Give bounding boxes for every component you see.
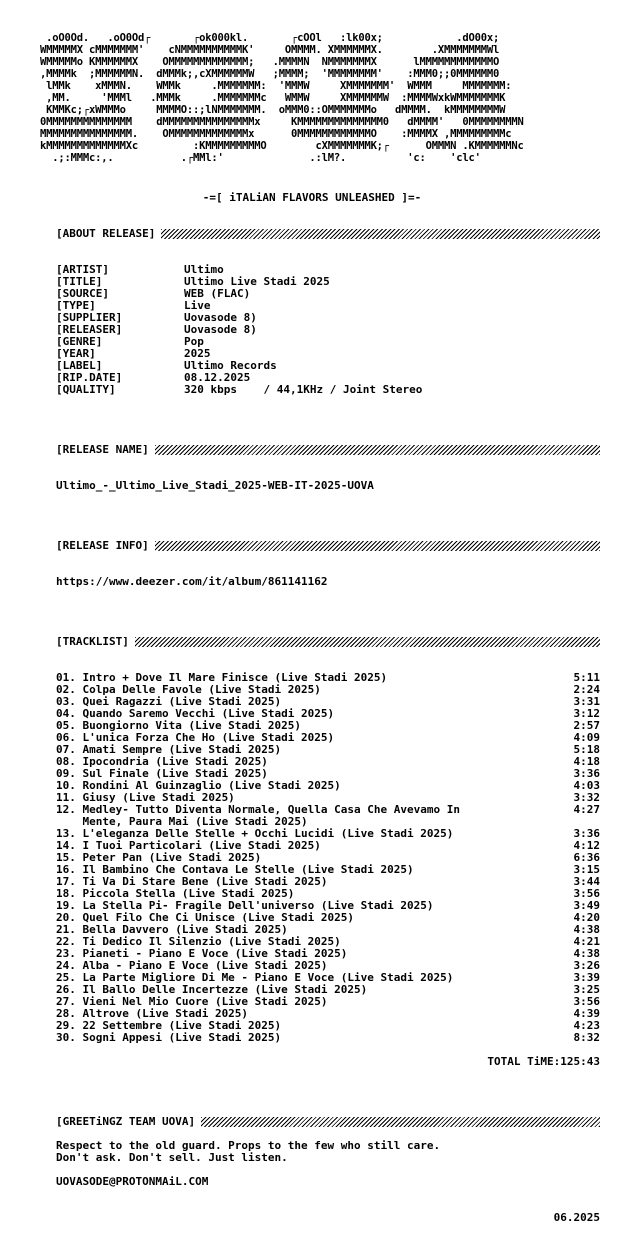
track-title: 18. Piccola Stella (Live Stadi 2025) bbox=[56, 887, 295, 900]
track-title: 11. Giusy (Live Stadi 2025) bbox=[56, 791, 235, 804]
about-row bbox=[56, 288, 422, 300]
track-duration: 4:38 bbox=[573, 923, 600, 936]
track-title: 09. Sul Finale (Live Stadi 2025) bbox=[56, 767, 268, 780]
about-key: [SUPPLIER] bbox=[56, 311, 123, 324]
about-value: Live bbox=[184, 299, 211, 312]
track-duration: 4:18 bbox=[573, 755, 600, 768]
track-title: 20. Quel Filo Che Ci Unisce (Live Stadi 2025) bbox=[56, 911, 355, 924]
track-duration: 4:09 bbox=[573, 731, 600, 744]
about-value: Ultimo bbox=[184, 263, 224, 276]
about-key: [RELEASER] bbox=[56, 323, 123, 336]
about-value: WEB (FLAC) bbox=[184, 287, 251, 300]
release-name: Ultimo_-_Ultimo_Live_Stadi_2025-WEB-IT-2025-UOVA bbox=[56, 479, 374, 492]
contact-email[interactable]: UOVASODE@PROTONMAiL.COM bbox=[56, 1175, 209, 1188]
track-duration: 3:39 bbox=[573, 971, 600, 984]
section-header-tracklist bbox=[56, 636, 600, 648]
track-title: 25. La Parte Migliore Di Me - Piano E Voce (Live Stadi 2025) bbox=[56, 971, 454, 984]
about-key: [ARTIST] bbox=[56, 263, 109, 276]
track-duration: 4:03 bbox=[573, 779, 600, 792]
track-duration: 4:20 bbox=[573, 911, 600, 924]
about-key: [GENRE] bbox=[56, 335, 103, 348]
about-key: [SOURCE] bbox=[56, 287, 109, 300]
hatch-divider bbox=[201, 1117, 600, 1127]
track-title: 12. Medley- Tutto Diventa Normale, Quella Casa Che Avevamo In Mente, Paura Mai (Live Stadi 2025) bbox=[56, 803, 460, 828]
track-title: 05. Buongiorno Vita (Live Stadi 2025) bbox=[56, 719, 302, 732]
track-duration: 4:12 bbox=[573, 839, 600, 852]
section-label: [RELEASE NAME] bbox=[56, 443, 149, 456]
section-header-about bbox=[56, 228, 600, 240]
track-title: 14. I Tuoi Particolari (Live Stadi 2025) bbox=[56, 839, 321, 852]
track-title: 10. Rondini Al Guinzaglio (Live Stadi 2025) bbox=[56, 779, 341, 792]
track-title: 23. Pianeti - Piano E Voce (Live Stadi 2025) bbox=[56, 947, 348, 960]
ascii-logo: .oO0Od. .oO0Od┌ ┌ok000kl. ┌cOOl :lk00x; .dO00x; WMMMMMX cMMMMMMM' cNMMMMMMMMMMK' OMMMM. XMMMMMMX. .XMMMMMMMWl WMMMMMo KMMMMMMX OMMMMMMMMMMMMM; .MMMMN NMMMMMMMX lMMMMMMMMMMMMO ,MMMMk ;MMMMMMN. dMMMk;,cXMMMMMMW ;MMMM; 'MMMMMMMM' :MMM0;;0MMMMMM0 lMMk xMMMN. WMMk .MMMMMMM: 'MMMW XMMMMMMM' WMMM MMMMMMM: ,MM. 'MMMl .MMMk .MMMMMMMc WMMW XMMMMMMW :MMMMWxkWMMMMMMMK KMMKc;┌xWMMMo MMMMO::;lNMMMMMMM. oMMM0::OMMMMMMMo dMMMM. kMMMMMMMMW 0MMMMMMMMMMMMMM dMMMMMMMMMMMMMMMx KMMMMMMMMMMMMMM0 dMMMM' 0MMMMMMMMN MMMMMMMMMMMMMMM. OMMMMMMMMMMMMMx 0MMMMMMMMMMMMO :MMMMX ,MMMMMMMMMc kMMMMMMMMMMMMMXc :KMMMMMMMMMO cXMMMMMMMK;┌ OMMMN .KMMMMMMNc .;:MMMc:,. .┌MMl:' .:lM?. 'c: 'clc' bbox=[40, 32, 524, 164]
track-duration: 5:18 bbox=[573, 743, 600, 756]
section-label: [ABOUT RELEASE] bbox=[56, 227, 156, 240]
hatch-divider bbox=[155, 445, 600, 455]
section-header-release-name bbox=[56, 444, 600, 456]
track-title: 16. Il Bambino Che Contava Le Stelle (Live Stadi 2025) bbox=[56, 863, 414, 876]
total-time: TOTAL TiME:125:43 bbox=[487, 1055, 600, 1068]
track-duration: 3:32 bbox=[573, 791, 600, 804]
about-value: Ultimo Records bbox=[184, 359, 277, 372]
about-row bbox=[56, 336, 422, 348]
section-header-greetings bbox=[56, 1116, 600, 1128]
track-duration: 4:38 bbox=[573, 947, 600, 960]
section-label: [RELEASE INFO] bbox=[56, 539, 149, 552]
track-title: 02. Colpa Delle Favole (Live Stadi 2025) bbox=[56, 683, 321, 696]
track-title: 22. Ti Dedico Il Silenzio (Live Stadi 2025) bbox=[56, 935, 341, 948]
track-title: 28. Altrove (Live Stadi 2025) bbox=[56, 1007, 249, 1020]
about-key: [TYPE] bbox=[56, 299, 96, 312]
about-key: [QUALITY] bbox=[56, 383, 116, 396]
track-duration: 3:15 bbox=[573, 863, 600, 876]
track-title: 06. L'unica Forza Che Ho (Live Stadi 2025) bbox=[56, 731, 335, 744]
track-duration: 3:44 bbox=[573, 875, 600, 888]
track-duration: 8:32 bbox=[573, 1031, 600, 1044]
track-duration: 4:21 bbox=[573, 935, 600, 948]
track-duration: 3:49 bbox=[573, 899, 600, 912]
track-title: 21. Bella Davvero (Live Stadi 2025) bbox=[56, 923, 288, 936]
about-value: Uovasode 8) bbox=[184, 311, 257, 324]
hatch-divider bbox=[155, 541, 600, 551]
about-release-list bbox=[56, 264, 422, 396]
track-duration: 3:36 bbox=[573, 827, 600, 840]
track-title: 29. 22 Settembre (Live Stadi 2025) bbox=[56, 1019, 282, 1032]
tagline: -=[ iTALiAN FLAVORS UNLEASHED ]=- bbox=[202, 191, 422, 204]
about-value: 2025 bbox=[184, 347, 211, 360]
track-title: 13. L'eleganza Delle Stelle + Occhi Lucidi (Live Stadi 2025) bbox=[56, 827, 454, 840]
about-key: [TITLE] bbox=[56, 275, 103, 288]
track-title: 15. Peter Pan (Live Stadi 2025) bbox=[56, 851, 262, 864]
track-duration: 4:23 bbox=[573, 1019, 600, 1032]
track-title: 24. Alba - Piano E Voce (Live Stadi 2025) bbox=[56, 959, 328, 972]
about-value: Uovasode 8) bbox=[184, 323, 257, 336]
about-row bbox=[56, 384, 422, 396]
track-duration: 3:31 bbox=[573, 695, 600, 708]
track-duration: 2:57 bbox=[573, 719, 600, 732]
track-title: 08. Ipocondria (Live Stadi 2025) bbox=[56, 755, 268, 768]
track-duration: 3:25 bbox=[573, 983, 600, 996]
release-info-link[interactable]: https://www.deezer.com/it/album/861141162 bbox=[56, 575, 328, 588]
track-duration: 4:39 bbox=[573, 1007, 600, 1020]
track-duration: 4:27 bbox=[573, 803, 600, 816]
footer-date: 06.2025 bbox=[553, 1211, 600, 1224]
section-label: [TRACKLIST] bbox=[56, 635, 129, 648]
track-title: 07. Amati Sempre (Live Stadi 2025) bbox=[56, 743, 282, 756]
about-key: [YEAR] bbox=[56, 347, 96, 360]
track-duration: 3:26 bbox=[573, 959, 600, 972]
track-title: 19. La Stella Pi- Fragile Dell'universo (Live Stadi 2025) bbox=[56, 899, 434, 912]
track-row bbox=[56, 804, 600, 828]
track-duration: 3:56 bbox=[573, 887, 600, 900]
about-key: [LABEL] bbox=[56, 359, 103, 372]
track-duration: 6:36 bbox=[573, 851, 600, 864]
track-duration: 5:11 bbox=[573, 671, 600, 684]
about-value: Pop bbox=[184, 335, 204, 348]
track-duration: 3:36 bbox=[573, 767, 600, 780]
track-title: 17. Ti Va Di Stare Bene (Live Stadi 2025) bbox=[56, 875, 328, 888]
track-title: 01. Intro + Dove Il Mare Finisce (Live Stadi 2025) bbox=[56, 671, 388, 684]
tracklist bbox=[56, 672, 600, 1044]
section-header-release-info bbox=[56, 540, 600, 552]
track-title: 26. Il Ballo Delle Incertezze (Live Stadi 2025) bbox=[56, 983, 368, 996]
about-value: 320 kbps / 44,1KHz / Joint Stereo bbox=[184, 383, 423, 396]
hatch-divider bbox=[161, 229, 600, 239]
about-value: Ultimo Live Stadi 2025 bbox=[184, 275, 330, 288]
about-key: [RIP.DATE] bbox=[56, 371, 123, 384]
track-row bbox=[56, 1032, 600, 1044]
track-duration: 3:56 bbox=[573, 995, 600, 1008]
hatch-divider bbox=[135, 637, 600, 647]
greetings-text: Respect to the old guard. Props to the few who still care. Don't ask. Don't sell. Just listen. bbox=[56, 1139, 441, 1164]
track-title: 27. Vieni Nel Mio Cuore (Live Stadi 2025) bbox=[56, 995, 328, 1008]
section-label: [GREETiNGZ TEAM UOVA] bbox=[56, 1115, 196, 1128]
track-title: 30. Sogni Appesi (Live Stadi 2025) bbox=[56, 1031, 282, 1044]
track-title: 04. Quando Saremo Vecchi (Live Stadi 2025) bbox=[56, 707, 335, 720]
track-duration: 2:24 bbox=[573, 683, 600, 696]
track-title: 03. Quei Ragazzi (Live Stadi 2025) bbox=[56, 695, 282, 708]
about-value: 08.12.2025 bbox=[184, 371, 251, 384]
about-row bbox=[56, 324, 422, 336]
track-duration: 3:12 bbox=[573, 707, 600, 720]
